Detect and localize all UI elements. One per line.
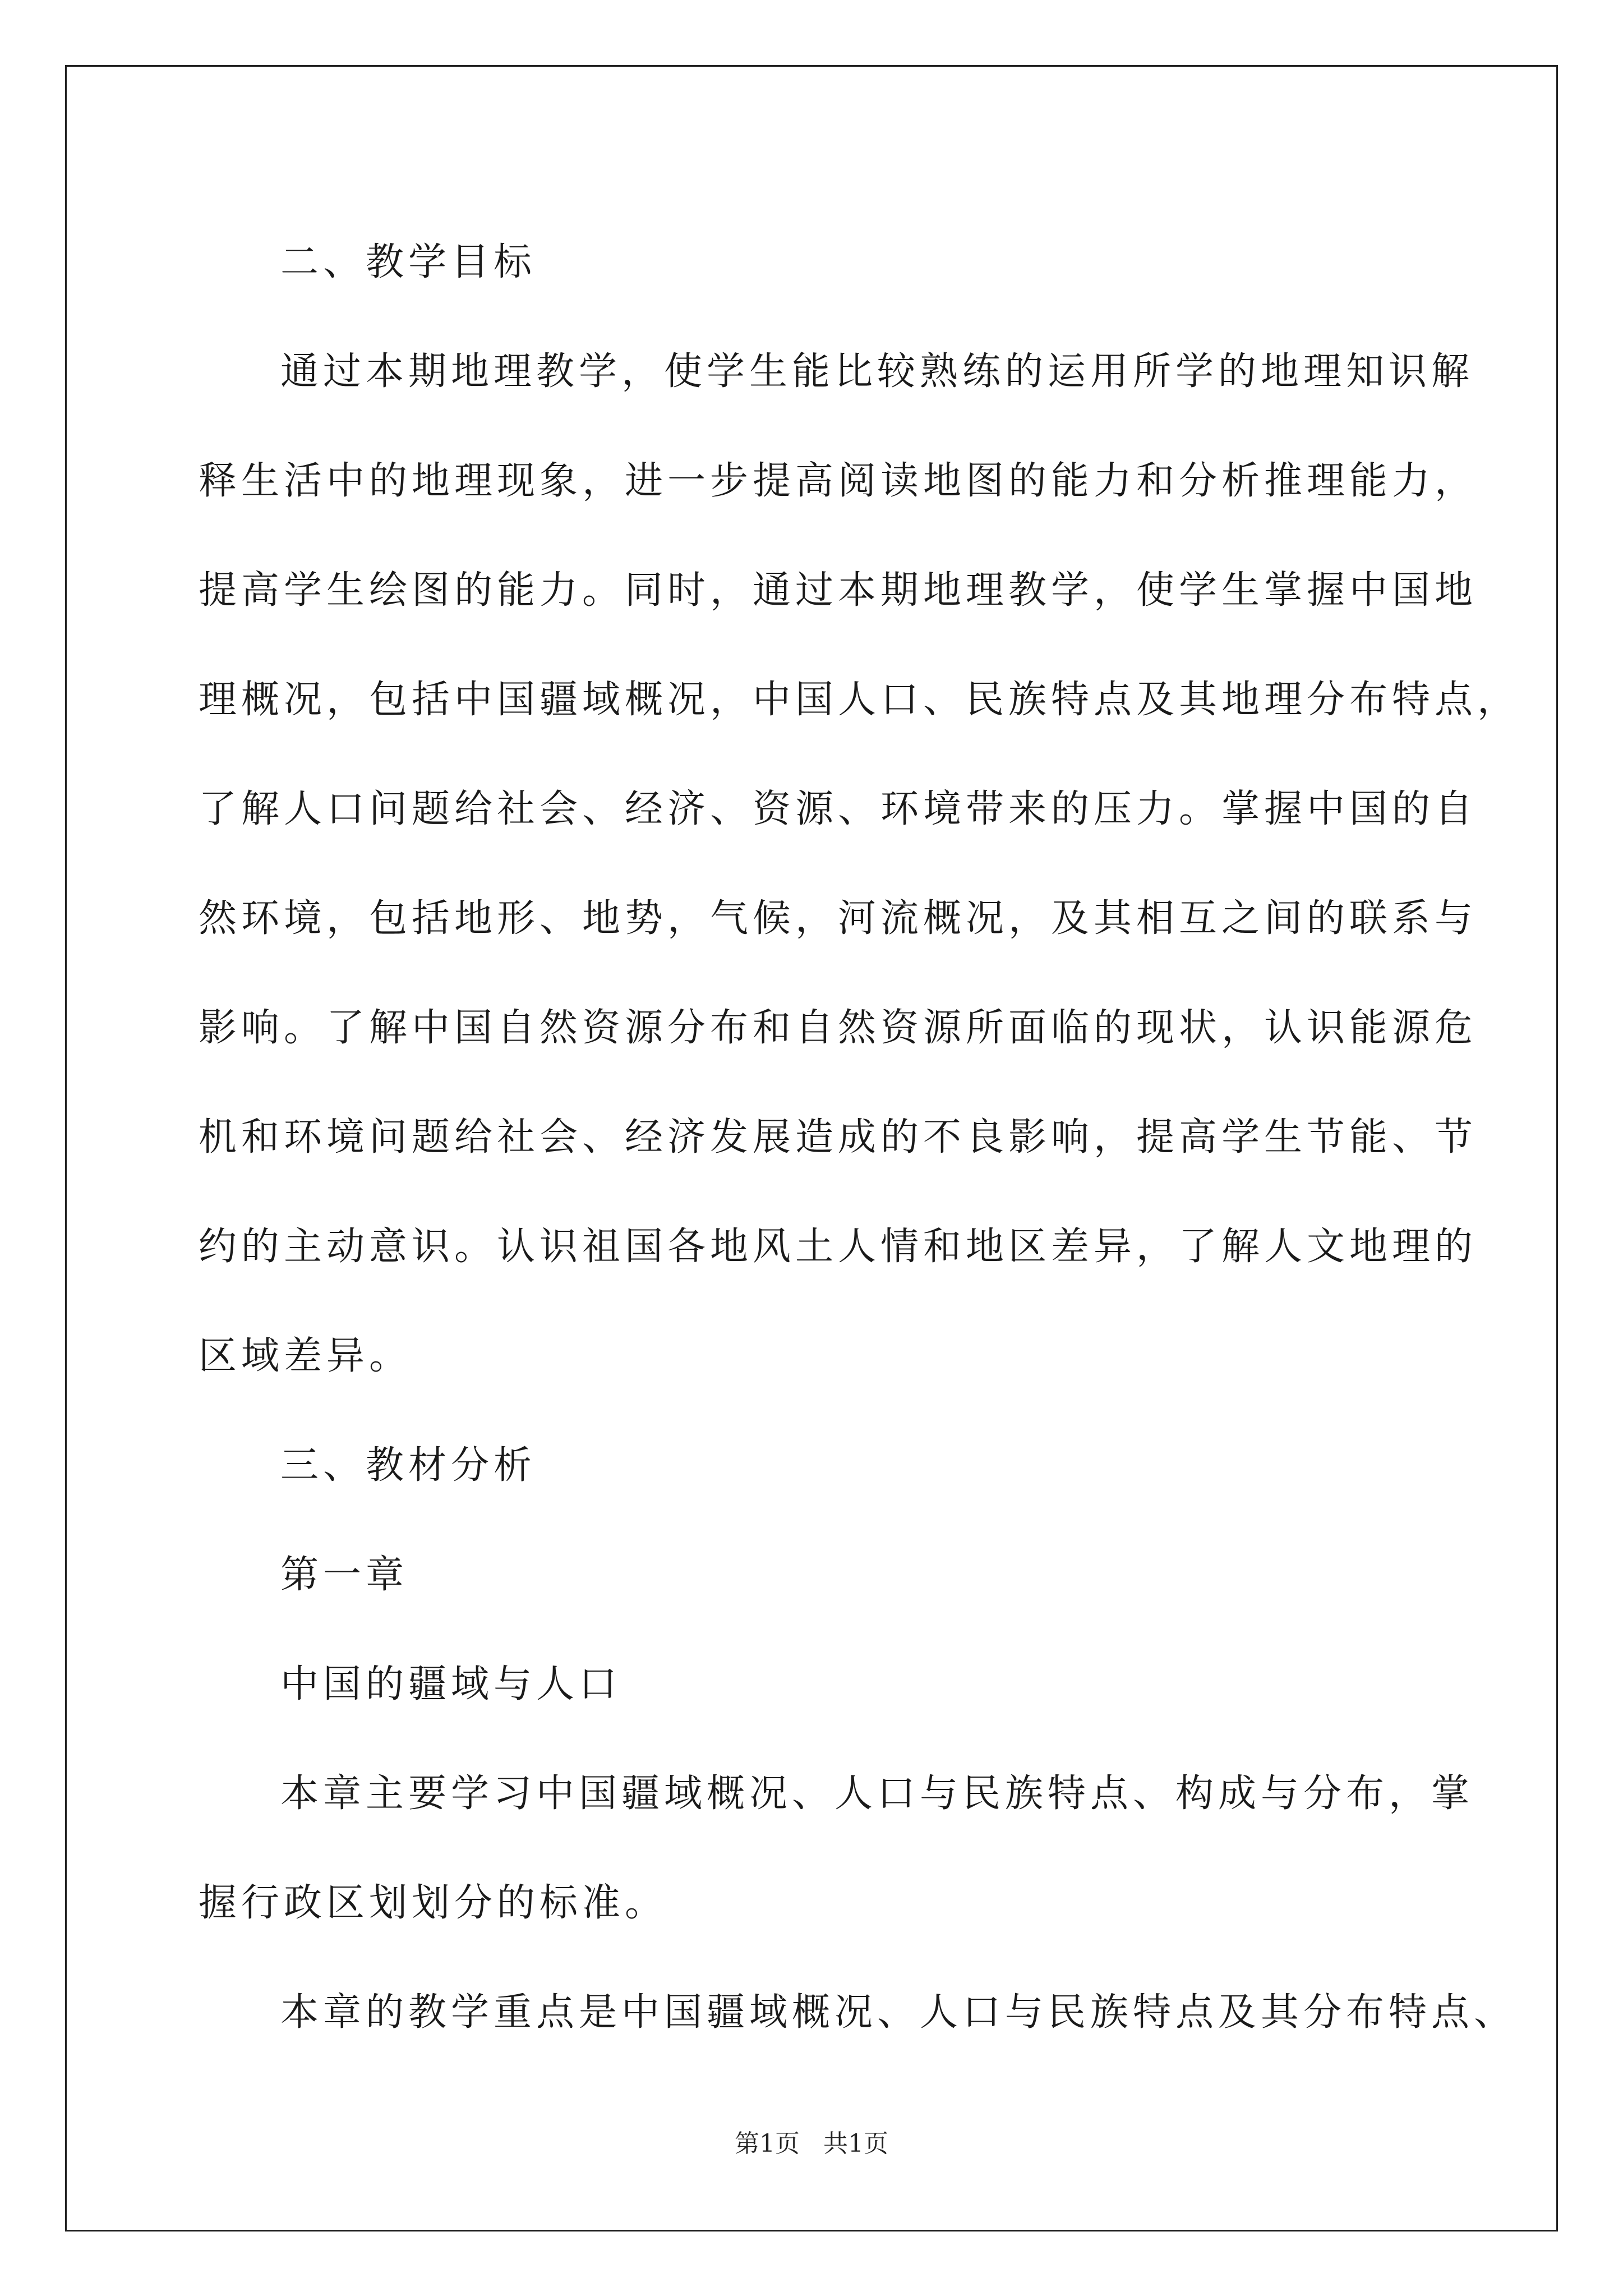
page-footer bbox=[0, 2127, 1623, 2161]
heading-teaching-goals: 二、教学目标 bbox=[280, 240, 537, 284]
paragraph-line: 握行政区划划分的标准。 bbox=[199, 1881, 668, 1925]
paragraph-line: 提高学生绘图的能力。同时，通过本期地理教学，使学生掌握中国地 bbox=[199, 568, 1478, 613]
page-number-total: 共1页 bbox=[823, 2129, 888, 2158]
paragraph-line: 了解人口问题给社会、经济、资源、环境带来的压力。掌握中国的自 bbox=[199, 787, 1478, 831]
paragraph-line: 影响。了解中国自然资源分布和自然资源所面临的现状，认识能源危 bbox=[199, 1006, 1478, 1050]
paragraph-line: 理概况，包括中国疆域概况，中国人口、民族特点及其地理分布特点， bbox=[199, 678, 1520, 722]
paragraph-line: 机和环境问题给社会、经济发展造成的不良影响，提高学生节能、节 bbox=[199, 1115, 1478, 1159]
document-body bbox=[199, 208, 1520, 2067]
paragraph-line: 本章的教学重点是中国疆域概况、人口与民族特点及其分布特点、 bbox=[280, 1990, 1517, 2035]
paragraph-line: 本章主要学习中国疆域概况、人口与民族特点、构成与分布，掌 bbox=[280, 1772, 1474, 1816]
paragraph-line: 释生活中的地理现象，进一步提高阅读地图的能力和分析推理能力， bbox=[199, 459, 1478, 503]
heading-textbook-analysis: 三、教材分析 bbox=[280, 1443, 537, 1488]
paragraph-line: 通过本期地理教学，使学生能比较熟练的运用所学的地理知识解 bbox=[280, 349, 1474, 394]
chapter-title: 中国的疆域与人口 bbox=[280, 1662, 622, 1706]
paragraph-line: 约的主动意识。认识祖国各地风土人情和地区差异，了解人文地理的 bbox=[199, 1225, 1478, 1269]
paragraph-line: 然环境，包括地形、地势，气候，河流概况，及其相互之间的联系与 bbox=[199, 896, 1478, 941]
chapter-number: 第一章 bbox=[280, 1553, 409, 1597]
paragraph-line: 区域差异。 bbox=[199, 1334, 412, 1378]
page-number-current: 第1页 bbox=[735, 2129, 800, 2158]
